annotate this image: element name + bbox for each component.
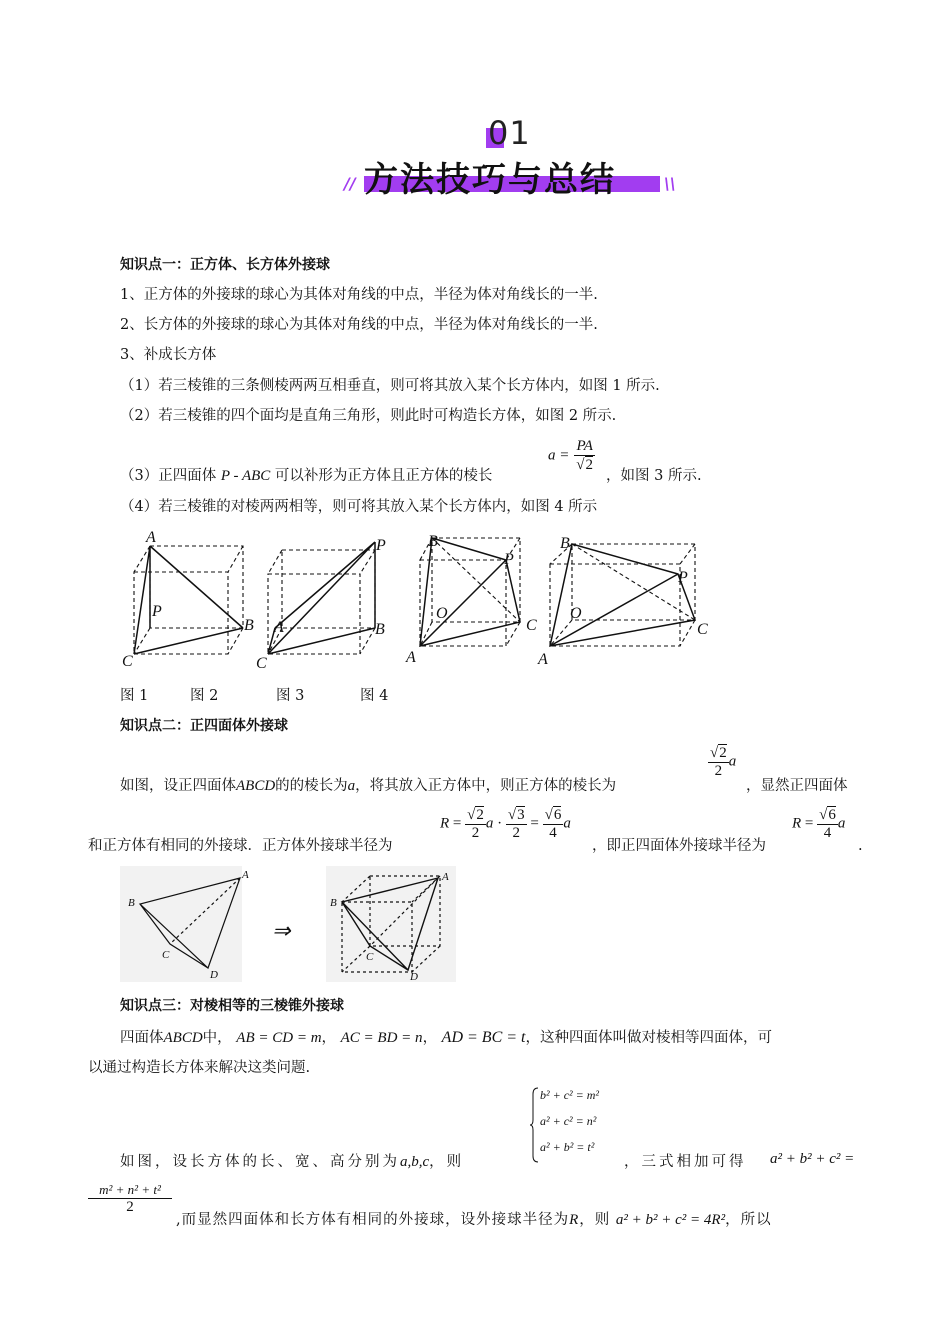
fig1-label-b: B <box>244 617 254 634</box>
implies-arrow: ⇒ <box>272 918 291 943</box>
fig4-label-o: O <box>570 605 582 622</box>
page-title: 方法技巧与总结 <box>364 160 616 200</box>
tetra-r-label-d: D <box>410 971 418 983</box>
s2-cube-edge-formula: $\frac{√2}{2}$ a <box>710 745 737 779</box>
fig2-label-b: B <box>375 621 385 638</box>
s3-equation-system <box>530 1086 630 1164</box>
tetra-r-label-c: C <box>366 951 374 963</box>
fig-caption-2: 图 2 <box>190 688 219 704</box>
section2-p2: 和正方体有相同的外接球．正方体外接球半径为 <box>88 838 393 854</box>
s3-sys2: a² + c² = n² <box>540 1114 597 1128</box>
section3-heading: 知识点三：对棱相等的三棱锥外接球 <box>120 998 344 1014</box>
fig2-label-c: C <box>256 655 267 672</box>
fig-caption-4: 图 4 <box>360 688 389 704</box>
section2-p2-end: . <box>858 838 863 854</box>
fig2-label-p: P <box>376 537 386 554</box>
header-banner <box>340 112 680 202</box>
fig3-label-b: B <box>428 533 438 550</box>
section2-heading: 知识点二：正四面体外接球 <box>120 718 288 734</box>
item3-formula <box>548 438 595 474</box>
tetra-l-label-b: B <box>128 897 135 909</box>
s3-sys3: a² + b² = t² <box>540 1140 595 1154</box>
item3-text-c: ，如图 3 所示. <box>606 468 702 484</box>
section3-p1: 四面体ABCD中， AB = CD = m， AC = BD = n， AD = BC = t，这种四面体叫做对棱相等四面体，可 <box>120 1029 772 1046</box>
fig2-label-a: A <box>274 619 284 636</box>
section1-p3: 3、补成长方体 <box>120 347 217 363</box>
cuboid-figures <box>110 528 730 676</box>
fig3-label-c: C <box>526 617 537 634</box>
fig3-label-o: O <box>436 605 448 622</box>
section1-p1: 1、正方体的外接球的球心为其体对角线的中点，半径为体对角线长的一半. <box>120 287 598 303</box>
s2-tetra-radius-formula: R = $\frac{√6}{4}$ a <box>792 807 846 841</box>
tetrahedron-figures <box>120 866 456 984</box>
section2-p1-end: ，显然正四面体 <box>746 778 848 794</box>
tetra-l-label-a: A <box>242 869 249 881</box>
item3-math: P - ABC <box>220 468 271 484</box>
tetra-r-label-b: B <box>330 897 337 909</box>
fig4-label-b: B <box>560 535 570 552</box>
figure-1 <box>134 546 243 654</box>
s3-eq2: AC = BD = n <box>340 1030 423 1046</box>
section3-p2: 以通过构造长方体来解决这类问题. <box>88 1060 311 1076</box>
section1-p2: 2、长方体的外接球的球心为其体对角线的中点，半径为体对角线长的一半. <box>120 317 598 333</box>
s3-R: R <box>569 1212 580 1228</box>
header-slash-right: \\ <box>664 174 676 193</box>
section1-item1: （1）若三棱锥的三条侧棱两两互相垂直，则可将其放入某个长方体内，如图 1 所示. <box>120 378 660 394</box>
header-number: 01 <box>488 114 531 152</box>
fig-caption-3: 图 3 <box>276 688 305 704</box>
fig1-label-a: A <box>146 529 156 546</box>
fig1-label-c: C <box>122 653 133 670</box>
section2-p1: 如图，设正四面体ABCD的的棱长为a，将其放入正方体中，则正方体的棱长为 <box>120 778 617 794</box>
s3-vars: a,b,c <box>400 1154 430 1170</box>
s3-sys1: b² + c² = m² <box>540 1088 599 1102</box>
header-slash-left: // <box>344 174 356 193</box>
tetra-l-label-d: D <box>210 969 218 981</box>
s2-p1-math: ABCD <box>236 778 276 794</box>
s3-radius-eq: a² + b² + c² = 4R² <box>615 1212 726 1228</box>
fig4-label-a: A <box>538 651 548 668</box>
fig4-label-c: C <box>697 621 708 638</box>
fig3-label-p: P <box>504 551 514 568</box>
tetra-r-label-a: A <box>442 871 449 883</box>
formula-num: PA <box>576 438 593 454</box>
section1-item3 <box>120 466 492 486</box>
item3-text-b: 可以补形为正方体且正方体的棱长 <box>274 468 493 484</box>
fig-caption-1: 图 1 <box>120 688 149 704</box>
section2-p2-b: ，即正四面体外接球半径为 <box>592 838 766 854</box>
formula-fraction <box>574 438 594 474</box>
s3-math: ABCD <box>163 1030 203 1046</box>
s2-p1-var: a <box>347 778 356 794</box>
fig4-label-p: P <box>678 569 688 586</box>
s2-cube-radius-formula: R = $\frac{√2}{2}$ a · $\frac{√3}{2}$ = $\frac{√6}{4}$ a <box>440 807 571 841</box>
item3-text-a: （3）正四面体 <box>120 468 217 484</box>
s3-sum-eq: a² + b² + c² = <box>770 1151 855 1167</box>
formula-lhs: a = <box>548 447 570 464</box>
section1-heading: 知识点一：正方体、长方体外接球 <box>120 257 330 273</box>
s3-eq1: AB = CD = m <box>236 1030 322 1046</box>
section3-p4: ,而显然四面体和长方体有相同的外接球，设外接球半径为R，则 a² + b² + c² = 4R²，所以 <box>176 1212 772 1228</box>
section1-item2: （2）若三棱锥的四个面均是直角三角形，则此时可构造长方体，如图 2 所示. <box>120 408 617 424</box>
brace-icon <box>530 1086 540 1164</box>
s3-fraction: $\frac{\text{m² + n² + t²}}{2}$ <box>88 1182 172 1216</box>
tetra-l-label-c: C <box>162 949 170 961</box>
figure-2 <box>268 542 375 654</box>
section1-item4: （4）若三棱锥的对棱两两相等，则可将其放入某个长方体内，如图 4 所示 <box>120 499 598 515</box>
formula-den: √2 <box>576 457 594 473</box>
s3-eq3: AD = BC = t <box>441 1029 526 1046</box>
fig3-label-a: A <box>406 649 416 666</box>
section3-p3-c: ，三式相加可得 <box>624 1154 747 1170</box>
fig1-label-p: P <box>152 603 162 620</box>
figure-4 <box>550 544 695 646</box>
section3-p3: 如图，设长方体的长、宽、高分别为a,b,c，则 <box>120 1154 465 1170</box>
